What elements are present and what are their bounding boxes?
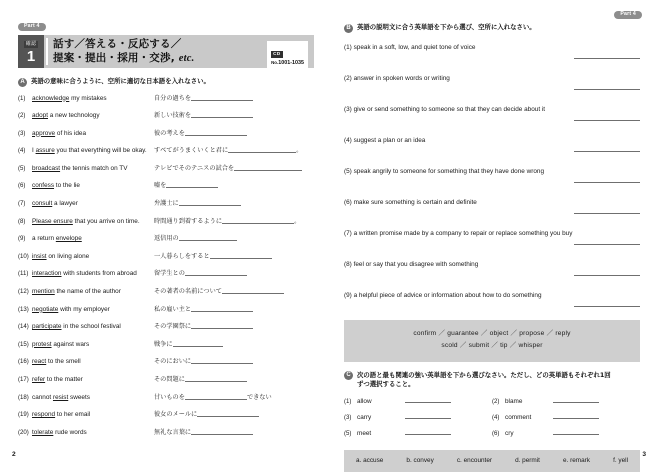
unit-badge [18, 35, 44, 68]
section-c-header [344, 371, 640, 390]
section-c-item [344, 411, 492, 427]
definition-text: (3) give or send something to someone so that they can decide about it [344, 106, 546, 113]
english-phrase: consult a lawyer [32, 200, 78, 208]
section-b-header [344, 23, 640, 33]
definition-text: (6) make sure something is certain and definite [344, 199, 477, 206]
option-choice[interactable]: d. permit [515, 457, 540, 465]
japanese-answer [154, 180, 218, 189]
english-phrase: a return envelope [32, 235, 82, 243]
japanese-prompt: 弁護士に [154, 200, 179, 208]
definition-text: (9) a helpful piece of advice or information about how to do something [344, 292, 542, 299]
english-phrase: respond to her email [32, 411, 91, 419]
answer-blank[interactable] [574, 275, 640, 276]
answer-blank[interactable] [191, 304, 253, 312]
section-a-item [18, 409, 314, 427]
prompt-word: meet [357, 430, 372, 438]
english-phrase: insist on living alone [32, 252, 90, 260]
item-number: (17) [18, 376, 29, 383]
item-number: (6) [18, 182, 26, 190]
wordbank-line-1: confirm ／ guarantee ／ object ／ propose ／ reply [413, 329, 571, 337]
item-number: (7) [18, 200, 26, 208]
answer-blank[interactable] [228, 145, 296, 153]
english-phrase: broadcast the tennis match on TV [32, 164, 128, 172]
japanese-prompt: 返信用の [154, 235, 179, 243]
item-number: (16) [18, 358, 29, 366]
section-a-item [18, 374, 314, 392]
option-choice[interactable]: b. convey [406, 457, 434, 465]
section-a-item [18, 427, 314, 445]
unit-title-etc: etc. [178, 52, 195, 64]
target-word: respond [32, 411, 56, 419]
japanese-prompt: その学園祭に [154, 323, 192, 331]
japanese-suffix: できない [246, 393, 272, 401]
item-number: (5) [344, 430, 352, 438]
section-b-list [344, 35, 640, 314]
section-c-item [492, 395, 640, 411]
answer-blank[interactable] [553, 395, 599, 403]
section-c-marker: C [344, 371, 353, 380]
answer-blank[interactable] [553, 411, 599, 419]
section-a-item [18, 233, 314, 251]
answer-blank[interactable] [405, 395, 451, 403]
section-a-item [18, 110, 314, 128]
unit-badge-label: 確認 [25, 40, 37, 47]
english-phrase: Please ensure that you arrive on time. [32, 217, 140, 225]
unit-badge-number: 1 [26, 47, 36, 65]
target-word: insist [32, 252, 47, 260]
option-choice[interactable]: c. encounter [456, 457, 493, 465]
japanese-answer [154, 110, 253, 119]
section-a-instruction: 英語の意味に合うように、空所に適切な日本語を入れなさい。 [31, 77, 210, 85]
section-c-options [344, 450, 640, 472]
item-number: (15) [18, 340, 29, 348]
section-c-instruction [357, 371, 611, 390]
japanese-answer [154, 93, 253, 102]
prompt-word: cry [505, 430, 514, 438]
japanese-answer [154, 251, 272, 260]
target-word: adopt [32, 112, 48, 120]
answer-blank[interactable] [185, 392, 247, 400]
answer-blank[interactable] [574, 89, 640, 90]
english-phrase: refer to the matter [32, 376, 83, 383]
english-phrase: interaction with students from abroad [32, 270, 137, 278]
english-phrase: participate in the school festival [32, 323, 121, 331]
section-a-item [18, 198, 314, 216]
answer-blank[interactable] [405, 427, 451, 435]
english-phrase: react to the smell [32, 358, 81, 366]
answer-blank[interactable] [179, 233, 237, 241]
section-c-instruction-line1: 次の語と最も関連の強い英単語を下から選びなさい。ただし、どの英単語もそれぞれ1回 [357, 370, 611, 379]
answer-blank[interactable] [197, 409, 259, 417]
definition-text: (1) speak in a soft, low, and quiet tone of voice [344, 44, 476, 51]
section-a-item [18, 321, 314, 339]
japanese-prompt: 時間通り到着するように [154, 217, 223, 225]
section-b-item [344, 283, 640, 314]
section-c-item [344, 395, 492, 411]
definition-text: (2) answer in spoken words or writing [344, 75, 450, 82]
answer-blank[interactable] [191, 356, 253, 364]
section-a-item [18, 304, 314, 322]
japanese-prompt: その著者の名前について [154, 288, 222, 296]
japanese-prompt: 彼女のメールに [154, 411, 198, 419]
answer-blank[interactable] [574, 120, 640, 121]
section-b-item [344, 97, 640, 128]
target-word: resist [52, 393, 69, 401]
section-c-item [492, 411, 640, 427]
item-number: (18) [18, 393, 29, 401]
japanese-answer [154, 286, 284, 295]
english-phrase: cannot resist sweets [32, 393, 90, 401]
section-b-instruction: 英語の説明文に合う英単語を下から選び、空所に入れなさい。 [357, 23, 536, 31]
section-a-list [18, 93, 314, 445]
japanese-prompt: 甘いものを [154, 393, 185, 401]
track-number-box [267, 41, 308, 69]
section-a-item [18, 163, 314, 181]
target-word: envelope [55, 235, 82, 243]
target-word: Please ensure [32, 217, 73, 225]
english-phrase: acknowledge my mistakes [32, 94, 107, 102]
section-c-item [344, 427, 492, 443]
japanese-answer [154, 233, 237, 242]
english-phrase: approve of his idea [32, 129, 87, 137]
section-a-item [18, 392, 314, 410]
item-number: (2) [18, 112, 26, 120]
section-a-item [18, 145, 314, 163]
english-phrase: confess to the lie [32, 182, 80, 190]
japanese-answer [154, 356, 253, 365]
japanese-suffix: 。 [296, 147, 303, 155]
japanese-answer [154, 145, 302, 154]
answer-blank[interactable] [210, 251, 272, 259]
answer-blank[interactable] [179, 198, 241, 206]
answer-blank[interactable] [222, 216, 294, 224]
japanese-answer [154, 392, 272, 401]
answer-blank[interactable] [574, 182, 640, 183]
target-word: mention [32, 288, 55, 296]
prompt-word: comment [505, 414, 532, 422]
answer-blank[interactable] [234, 163, 302, 171]
answer-blank[interactable] [405, 411, 451, 419]
japanese-answer [154, 321, 253, 330]
section-b-item [344, 35, 640, 66]
unit-header [18, 35, 314, 68]
japanese-answer [154, 216, 300, 225]
target-word: protest [32, 340, 52, 348]
section-a-item [18, 339, 314, 357]
target-word: acknowledge [32, 94, 70, 102]
item-number: (4) [18, 147, 26, 155]
english-phrase: negotiate with my employer [32, 305, 110, 313]
answer-blank[interactable] [191, 427, 253, 435]
definition-text: (4) suggest a plan or an idea [344, 137, 426, 144]
section-a-item [18, 251, 314, 269]
item-number: (6) [492, 430, 500, 438]
section-b-item [344, 252, 640, 283]
item-number: (3) [344, 414, 352, 422]
japanese-prompt: 彼の考えを [154, 129, 185, 137]
section-a-item [18, 128, 314, 146]
item-number: (5) [18, 164, 26, 172]
japanese-prompt: そのにおいに [154, 358, 192, 366]
answer-blank[interactable] [173, 339, 223, 347]
item-number: (2) [492, 398, 500, 406]
track-number-range: 1001-1035 [278, 59, 304, 66]
answer-blank[interactable] [166, 180, 218, 188]
section-b-item [344, 159, 640, 190]
japanese-answer [154, 409, 259, 418]
target-word: negotiate [32, 305, 59, 313]
japanese-answer [154, 268, 247, 277]
target-word: approve [32, 129, 56, 137]
japanese-answer [154, 427, 253, 436]
target-word: broadcast [32, 164, 61, 172]
option-choice[interactable]: f. yell [613, 457, 628, 465]
section-a-item [18, 216, 314, 234]
section-b-item [344, 66, 640, 97]
section-b-item [344, 190, 640, 221]
item-number: (1) [18, 94, 26, 102]
answer-blank[interactable] [185, 268, 247, 276]
answer-blank[interactable] [574, 58, 640, 59]
answer-blank[interactable] [222, 286, 284, 294]
target-word: consult [32, 200, 53, 208]
prompt-word: carry [357, 414, 372, 422]
part-tag-left: Part 4 [18, 23, 46, 31]
japanese-prompt: 戦争に [154, 340, 173, 348]
right-page [330, 0, 660, 466]
section-a-item [18, 93, 314, 111]
definition-text: (5) speak angrily to someone for something that they have done wrong [344, 168, 545, 175]
target-word: tolerate [32, 428, 54, 436]
item-number: (3) [18, 129, 26, 137]
section-a-item [18, 356, 314, 374]
section-c-item [492, 427, 640, 443]
answer-blank[interactable] [191, 110, 253, 118]
item-number: (11) [18, 270, 29, 278]
section-b-wordbank [344, 320, 640, 362]
item-number: (8) [18, 217, 26, 225]
japanese-prompt: テレビでそのテニスの試合を [154, 164, 235, 172]
page-number-right: 3 [642, 451, 646, 458]
left-page [0, 0, 330, 466]
answer-blank[interactable] [191, 321, 253, 329]
section-c-instruction-line2: ずつ選択すること。 [357, 379, 415, 388]
track-number-label: No. [271, 59, 279, 65]
item-number: (13) [18, 305, 29, 313]
japanese-prompt: すべてがうまくいくと君に [154, 147, 229, 155]
answer-blank[interactable] [574, 244, 640, 245]
section-b-item [344, 221, 640, 252]
cd-icon: CD [273, 51, 281, 56]
section-a-header [18, 77, 314, 87]
japanese-answer [154, 163, 302, 172]
option-choice[interactable]: e. remark [563, 457, 591, 465]
target-word: react [32, 358, 47, 366]
unit-title-line2: 提案・提出・採用・交渉, [53, 51, 175, 64]
answer-blank[interactable] [553, 427, 599, 435]
item-number: (4) [492, 414, 500, 422]
answer-blank[interactable] [574, 306, 640, 307]
english-phrase: adopt a new technology [32, 112, 100, 120]
japanese-prompt: 留学生との [154, 270, 185, 278]
item-number: (14) [18, 323, 29, 331]
unit-title-line1: 話す／答える・反応する／ [53, 38, 182, 51]
target-word: confess [32, 182, 55, 190]
wordbank-line-2: scold ／ submit ／ tip ／ whisper [441, 342, 543, 350]
japanese-prompt: 新しい技術を [154, 112, 192, 120]
page-number-left: 2 [12, 451, 16, 458]
item-number: (9) [18, 235, 26, 243]
english-phrase: mention the name of the author [32, 288, 121, 296]
prompt-word: allow [357, 398, 372, 406]
unit-title [53, 38, 194, 65]
section-a-marker: A [18, 78, 27, 87]
japanese-prompt: 無礼な言葉に [154, 428, 192, 436]
answer-blank[interactable] [191, 93, 253, 101]
japanese-prompt: 私の雇い主と [154, 305, 192, 313]
target-word: interaction [32, 270, 62, 278]
japanese-answer [154, 198, 241, 207]
section-b-marker: B [344, 24, 353, 33]
japanese-suffix: 。 [294, 217, 301, 225]
section-a-item [18, 268, 314, 286]
part-tag-right: Part 4 [614, 11, 642, 19]
item-number: (19) [18, 411, 29, 419]
unit-title-bar [44, 35, 314, 68]
japanese-answer [154, 339, 223, 348]
section-a-item [18, 286, 314, 304]
section-b-item [344, 128, 640, 159]
target-word: refer [32, 376, 46, 383]
target-word: assure [35, 147, 55, 155]
japanese-prompt: 一人暮らしをすると [154, 252, 210, 260]
target-word: participate [32, 323, 62, 331]
answer-blank[interactable] [185, 374, 247, 382]
answer-blank[interactable] [574, 213, 640, 214]
definition-text: (8) feel or say that you disagree with something [344, 261, 479, 268]
answer-blank[interactable] [574, 151, 640, 152]
japanese-answer [154, 374, 247, 383]
section-c-grid [344, 395, 640, 443]
prompt-word: blame [505, 398, 523, 406]
english-phrase: I assure you that everything will be okay. [32, 147, 147, 155]
japanese-answer [154, 128, 247, 137]
track-number [271, 61, 304, 66]
item-number: (10) [18, 252, 29, 260]
japanese-prompt: 自分の過ちを [154, 94, 192, 102]
japanese-answer [154, 304, 253, 313]
japanese-prompt: その問題に [154, 376, 185, 383]
definition-text: (7) a written promise made by a company to repair or replace something you buy [344, 230, 573, 237]
item-number: (12) [18, 288, 29, 296]
item-number: (20) [18, 428, 29, 436]
option-choice[interactable]: a. accuse [356, 457, 384, 465]
english-phrase: protest against wars [32, 340, 90, 348]
section-a-item [18, 180, 314, 198]
japanese-prompt: 嘘を [154, 182, 167, 190]
answer-blank[interactable] [185, 128, 247, 136]
item-number: (1) [344, 398, 352, 406]
english-phrase: tolerate rude words [32, 428, 87, 436]
